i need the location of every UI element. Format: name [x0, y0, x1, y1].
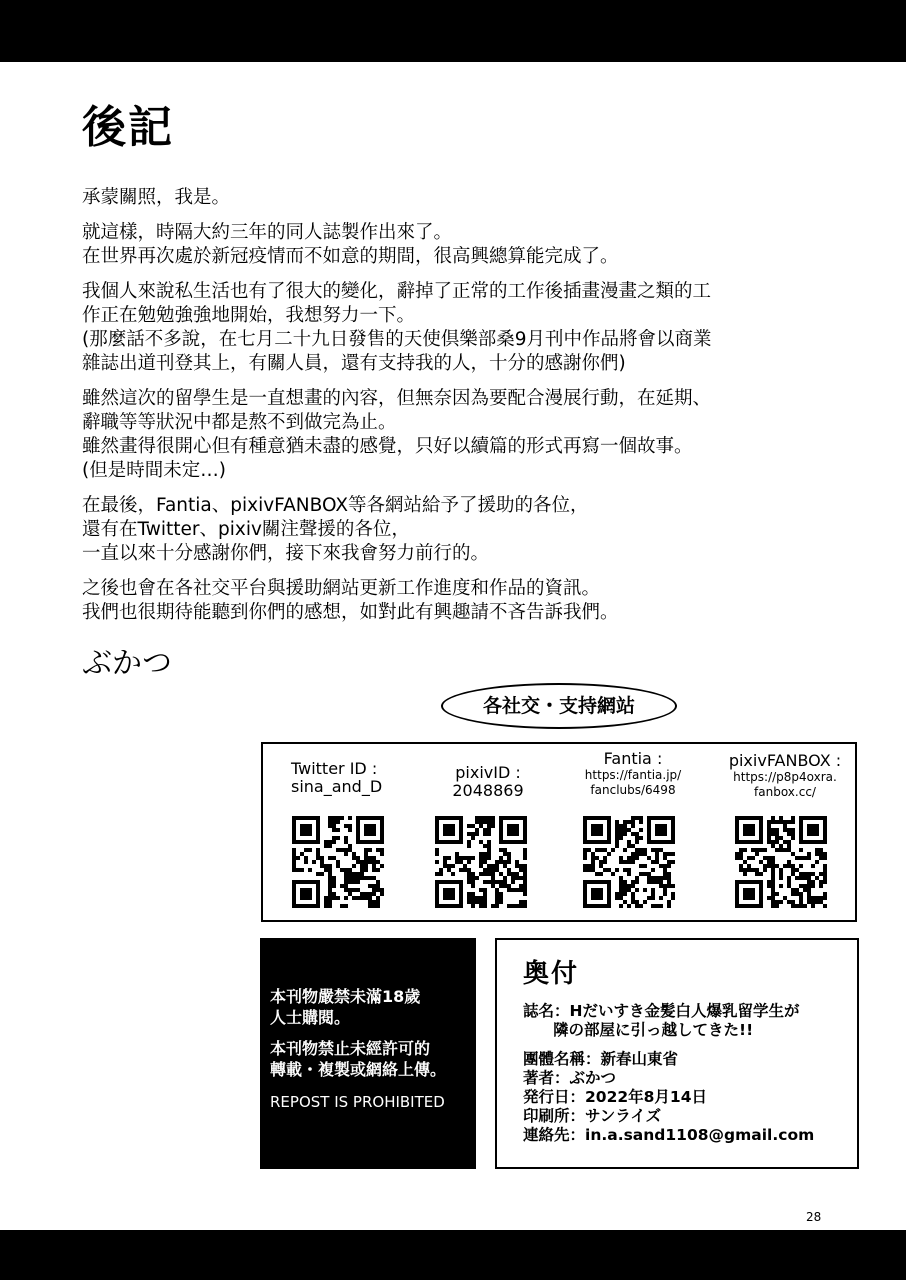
book-title-line-1: 誌名：Hだいすき金髪白人爆乳留学生が [523, 1002, 800, 1020]
afterword-line: 在最後，Fantia、pixivFANBOX等各網站給予了援助的各位， [82, 495, 589, 516]
fanbox-qr-code-icon[interactable] [735, 816, 827, 908]
afterword-line: (那麼話不多說，在七月二十九日發售的天使倶樂部桑9月刊中作品將會以商業 [82, 329, 712, 350]
fanbox-url-line1[interactable]: https://p8p4oxra. [733, 770, 837, 784]
afterword-line: 雜誌出道刊登其上，有關人員，還有支持我的人，十分的感謝你們) [82, 353, 626, 374]
bottom-black-bar [0, 1230, 906, 1280]
warning-line-1: 本刊物嚴禁未滿18歲 [270, 987, 421, 1006]
afterword-paragraph [82, 494, 802, 566]
afterword-line: (但是時間未定…) [82, 460, 226, 481]
social-heading: 各社交・支持網站 [441, 683, 677, 729]
top-black-bar [0, 0, 906, 62]
printer-name: 印刷所：サンライズ [523, 1107, 662, 1125]
pixiv-label: pixivID : [455, 763, 521, 782]
afterword-line: 承蒙關照，我是。 [82, 187, 231, 208]
afterword-line: 我們也很期待能聽到你們的感想，如對此有興趣請不吝告訴我們。 [82, 602, 619, 623]
afterword-paragraph [82, 186, 802, 210]
fantia-url-line2[interactable]: fanclubs/6498 [590, 783, 676, 797]
twitter-id[interactable]: sina_and_D [291, 777, 383, 796]
afterword-body [82, 186, 802, 636]
afterword-line: 在世界再次處於新冠疫情而不如意的期間，很高興總算能完成了。 [82, 246, 619, 267]
fanbox-column [715, 752, 855, 800]
repost-prohibited-text: REPOST IS PROHIBITED [270, 1093, 445, 1111]
afterword-line: 雖然畫得很開心但有種意猶未盡的感覺，只好以續篇的形式再寫一個故事。 [82, 436, 693, 457]
afterword-line: 一直以來十分感謝你們，接下來我會努力前行的。 [82, 543, 490, 564]
publish-date: 発行日：2022年8月14日 [523, 1088, 707, 1106]
afterword-paragraph [82, 387, 802, 483]
page-number: 28 [806, 1210, 822, 1224]
afterword-line: 就這樣，時隔大約三年的同人誌製作出來了。 [82, 222, 453, 243]
pixiv-column [423, 764, 553, 800]
fantia-qr-code-icon[interactable] [583, 816, 675, 908]
fanbox-url-line2[interactable]: fanbox.cc/ [754, 785, 816, 799]
afterword-line: 作正在勉勉強強地開始，我想努力一下。 [82, 305, 416, 326]
warning-line-2: 人士購閱。 [270, 1008, 351, 1027]
afterword-paragraph [82, 221, 802, 269]
pixiv-id[interactable]: 2048869 [452, 781, 524, 800]
pixiv-qr-code-icon[interactable] [435, 816, 527, 908]
warning-line-4: 轉載・複製或網絡上傳。 [270, 1060, 447, 1079]
fantia-url-line1[interactable]: https://fantia.jp/ [584, 768, 682, 782]
afterword-line: 還有在Twitter、pixiv關注聲援的各位， [82, 519, 410, 540]
afterword-paragraph [82, 577, 802, 625]
warning-line-3: 本刊物禁止未經許可的 [270, 1039, 431, 1058]
author-signature: ぶかつ [82, 646, 172, 681]
colophon-box [495, 938, 859, 1169]
afterword-line: 辭職等等狀況中都是熬不到做完為止。 [82, 412, 397, 433]
fanbox-label: pixivFANBOX : [728, 751, 842, 770]
author-name: 著者：ぶかつ [523, 1069, 617, 1087]
twitter-column [285, 760, 425, 796]
twitter-label: Twitter ID : [291, 759, 378, 778]
social-links-box [261, 742, 857, 922]
page-title: 後記 [82, 102, 174, 153]
book-title-line-2: 隣の部屋に引っ越してきた!! [553, 1021, 754, 1039]
contact-email[interactable]: 連絡先：in.a.sand1108@gmail.com [523, 1126, 815, 1144]
afterword-line: 雖然這次的留學生是一直想畫的內容，但無奈因為要配合漫展行動，在延期、 [82, 388, 712, 409]
group-name: 團體名稱：新春山東省 [523, 1050, 679, 1068]
twitter-qr-code-icon[interactable] [292, 816, 384, 908]
fantia-label: Fantia : [603, 749, 663, 768]
afterword-line: 之後也會在各社交平台與援助網站更新工作進度和作品的資訊。 [82, 578, 601, 599]
fantia-column [568, 750, 698, 798]
afterword-line: 我個人來說私生活也有了很大的變化，辭掉了正常的工作後插畫漫畫之類的工 [82, 281, 712, 302]
age-restriction-notice [260, 938, 476, 1169]
afterword-paragraph [82, 280, 802, 376]
colophon-title: 奥付 [523, 959, 580, 989]
